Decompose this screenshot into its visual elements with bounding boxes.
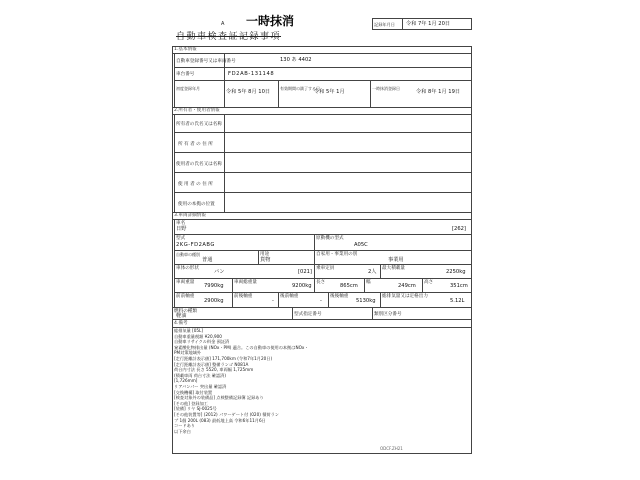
- model-value: 2KG-FD2ABG: [176, 242, 215, 248]
- front-rear-value: -: [272, 298, 274, 304]
- remarks-line: [走行距離計表示値] 171,700km (令和7年1月20日): [174, 355, 273, 361]
- issue-date-label: 記録年月日: [374, 22, 395, 27]
- use-value: 事業用: [388, 257, 404, 263]
- first-reg-value: 令和 5年 8月 10日: [226, 89, 271, 95]
- type-label: 自動車の種別: [176, 252, 200, 257]
- displacement-label: 総排気量又は定格出力: [382, 294, 428, 299]
- temp-delete-label: 一時抹消登録日: [372, 86, 400, 91]
- rear-rear-label: 後後軸重: [330, 294, 349, 299]
- maker-code: [262]: [452, 226, 466, 232]
- remarks-line: 自動車リサイクル料金 預託済: [174, 339, 230, 345]
- remarks-line: [1,726mm]: [174, 378, 198, 384]
- fuel-row-frame: [172, 307, 472, 320]
- remarks-line: [装備] リヤ SJ-0025号: [174, 406, 217, 412]
- remarks-line: [その他] 登録加工: [174, 400, 208, 406]
- remarks-line: [検査対象外の装備品] 点検整備記録簿 記録あり: [174, 395, 264, 401]
- gross-label: 車両総重量: [234, 280, 257, 285]
- remarks-line: コードあり: [174, 423, 195, 429]
- user-name-label: 使用者の氏名又は名称: [176, 162, 222, 167]
- capacity-label: 乗車定員: [316, 266, 335, 271]
- corner-mark: A: [221, 21, 225, 27]
- remarks-line: プ 1個 200L (083) 最低地上高 令和6年11月6日: [174, 417, 266, 423]
- capacity-value: 2人: [368, 269, 377, 275]
- gross-value: 9200kg: [292, 283, 312, 289]
- expiry-label: 有効期間の満了する日: [280, 86, 320, 91]
- chassis-label: 車台番号: [176, 72, 195, 77]
- document-subtitle: 自動車検査証記録事項: [176, 32, 282, 42]
- remarks-line: 自動車重量税額 ¥20,900: [174, 333, 222, 339]
- model-no-label: 型式指定番号: [294, 312, 322, 317]
- base-location-label: 使用の本拠の位置: [178, 202, 215, 207]
- registration-label: 自動車登録番号又は車両番号: [176, 59, 236, 64]
- maker-label: 車名: [176, 221, 186, 226]
- remarks-line: [走行距離計表示値] 整備ランゴ N081A: [174, 361, 249, 367]
- class-no-label: 類別区分番号: [374, 312, 402, 317]
- body-value: バン: [214, 269, 225, 275]
- height-value: 351cm: [450, 283, 468, 289]
- remarks-line: PM対策地域外: [174, 350, 202, 356]
- remarks-line: (積載車両 荷台寸法 確認済): [174, 372, 226, 378]
- width-value: 249cm: [398, 283, 416, 289]
- purpose-label: 用途: [260, 252, 270, 257]
- purpose-value: 貨物: [260, 257, 271, 263]
- section3-heading: 3.車両詳細情報: [174, 213, 206, 218]
- use-label: 自家用・事業用の別: [316, 252, 358, 257]
- front-front-value: 2900kg: [204, 298, 224, 304]
- remarks-line: 以下余白: [174, 428, 191, 434]
- front-rear-label: 前後軸重: [234, 294, 253, 299]
- rear-rear-value: 5130kg: [356, 298, 376, 304]
- width-label: 幅: [366, 280, 371, 285]
- owner-address-label: 所 有 者 の 住 所: [178, 142, 213, 147]
- user-address-label: 使 用 者 の 住 所: [178, 182, 213, 187]
- remarks-line: [その他装置等] (2012) パワーゲート付 (020) 積荷ラン: [174, 411, 279, 417]
- registration-value: 130 あ 4402: [280, 57, 312, 63]
- rear-front-value: -: [320, 298, 322, 304]
- displacement-value: 5.12L: [450, 298, 465, 304]
- chassis-value: FD2AB-131148: [228, 71, 275, 77]
- engine-value: A05C: [354, 242, 368, 248]
- weight-value: 7990kg: [204, 283, 224, 289]
- fuel-label: 燃料の種類: [174, 309, 197, 314]
- owner-name-label: 所有者の氏名又は名称: [176, 122, 222, 127]
- length-value: 865cm: [340, 283, 358, 289]
- max-load-value: 2250kg: [446, 269, 466, 275]
- section4-heading: 4.備考: [174, 321, 188, 326]
- fuel-value: 軽油: [176, 313, 187, 319]
- section2-heading: 2.所有者・使用者情報: [174, 108, 220, 113]
- issue-date-value: 令和 7年 1月 20日: [406, 21, 451, 27]
- body-code: [021]: [298, 269, 312, 275]
- remarks-line: 総排気量 [05L]: [174, 328, 204, 333]
- rear-front-label: 後前軸重: [280, 294, 299, 299]
- first-reg-label: 初度登録年月: [176, 86, 200, 91]
- weight-label: 車両重量: [176, 280, 195, 285]
- height-label: 高さ: [424, 280, 434, 285]
- front-front-label: 前前軸重: [176, 294, 195, 299]
- section1-heading: 1.基本情報: [174, 47, 197, 52]
- engine-label: 原動機の型式: [316, 236, 344, 241]
- type-value: 普通: [202, 257, 213, 263]
- length-label: 長さ: [316, 280, 326, 285]
- model-label: 型式: [176, 236, 186, 241]
- remarks-line: [交換機構] 取付装置: [174, 389, 213, 395]
- remarks-line: 荷台内寸法 長さ 5520, 車両幅 1,725mm: [174, 367, 254, 373]
- remarks-line: リアバンパー 突出量 確認済: [174, 383, 227, 389]
- footer-code: ODCF.ZH21: [380, 446, 403, 451]
- temp-delete-value: 令和 8年 1月 19日: [416, 89, 461, 95]
- expiry-value: 令和 5年 1月: [314, 89, 345, 95]
- certificate-sheet: [168, 14, 472, 454]
- max-load-label: 最大積載量: [382, 266, 405, 271]
- maker-value: 日野: [176, 226, 187, 232]
- document-title: 一時抹消: [246, 14, 295, 28]
- remarks-line: 窒素酸化物排出量 (NOx・PM) 適合。この自動車の使用の本拠はNOx・: [174, 344, 309, 350]
- body-label: 車体の形状: [176, 266, 199, 271]
